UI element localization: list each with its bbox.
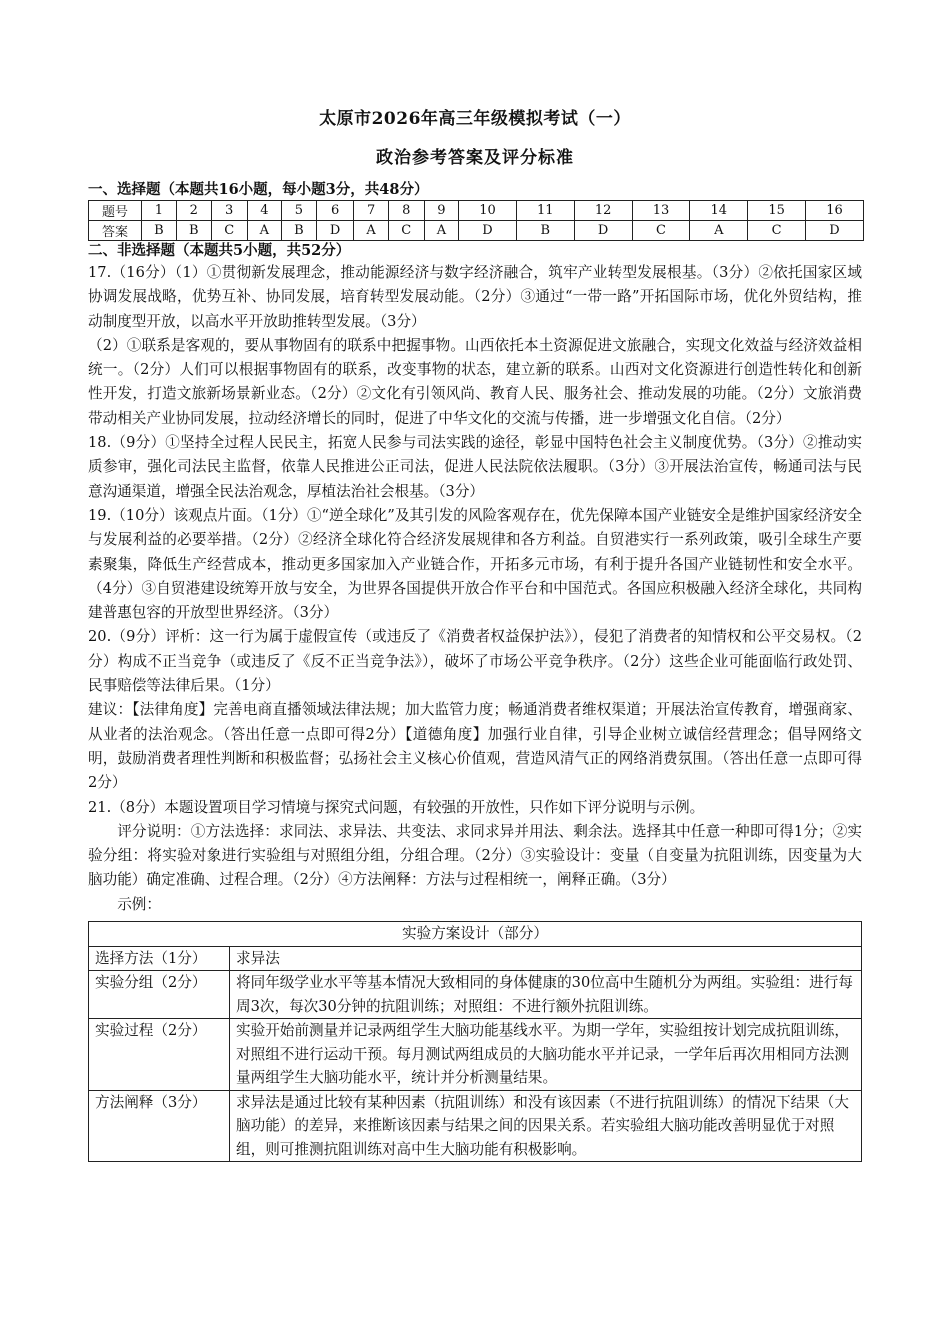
answer-cell: C <box>211 221 247 241</box>
question-number: 7 <box>354 201 388 221</box>
answer-cell: C <box>388 221 424 241</box>
question-20-evaluation: 20.（9分）评析：这一行为属于虚假宣传（或违反了《消费者权益保护法》），侵犯了消费者的知情权和公平交易权。（2分）构成不正当竞争（或违反了《反不正当竞争法》），破坏了市场公平竞争秩序。（2分）这些企业可能面临行政处罚、民事赔偿等法律后果。（1分） <box>88 628 862 695</box>
question-17-part-2: （2）①联系是客观的，要从事物固有的联系中把握事物。山西依托本土资源促进文旅融合，实现文化效益与经济效益相统一。（2分）人们可以根据事物固有的联系，改变事物的状态，建立新的联系。山西对文化资源进行创造性转化和创新性开发，打造文旅新场景新业态。（2分）②文化有引领风尚、教育人民、服务社会、推动发展的功能。（2分）文旅消费带动相关产业协同发展，拉动经济增长的同时，促进了中华文化的交流与传播，进一步增强文化自信。（2分） <box>88 336 862 427</box>
question-number: 1 <box>142 201 177 221</box>
row-label: 选择方法（1分） <box>89 946 230 971</box>
experiment-design-table <box>88 921 862 1162</box>
question-number: 11 <box>516 201 574 221</box>
row-content: 将同年级学业水平等基本情况大致相同的身体健康的30位高中生随机分为两组。实验组：进行每周3次，每次30分钟的抗阻训练；对照组：不进行额外抗阻训练。 <box>230 971 862 1019</box>
row-content: 求异法 <box>230 946 862 971</box>
row-label: 方法阐释（3分） <box>89 1090 230 1162</box>
answer-cell: B <box>281 221 316 241</box>
row-label: 题号 <box>89 201 142 221</box>
question-21-example-label: 示例： <box>117 895 161 913</box>
row-content: 求异法是通过比较有某种因素（抗阻训练）和没有该因素（不进行抗阻训练）的情况下结果（大脑功能）的差异，来推断该因素与结果之间的因果关系。若实验组大脑功能改善明显优于对照组，则可推测抗阻训练对高中生大脑功能有积极影响。 <box>230 1090 862 1162</box>
section-2-heading: 二、非选择题（本题共5小题，共52分） <box>88 242 351 259</box>
question-number: 4 <box>247 201 281 221</box>
question-number: 6 <box>316 201 354 221</box>
answer-key-table <box>88 200 864 241</box>
table-row <box>89 1090 862 1162</box>
question-20-suggestion: 建议：【法律角度】完善电商直播领域法律法规；加大监管力度；畅通消费者维权渠道；开展法治宣传教育，增强商家、从业者的法治观念。（答出任意一点即可得2分）【道德角度】加强行业自律，引导企业树立诚信经营理念；倡导网络文明，鼓励消费者理性判断和积极监督；弘扬社会主义核心价值观，营造风清气正的网络消费氛围。（答出任意一点即可得2分） <box>88 701 862 792</box>
row-label: 答案 <box>89 221 142 241</box>
section-1-heading: 一、选择题（本题共16小题，每小题3分，共48分） <box>88 181 429 198</box>
answer-cell: A <box>247 221 281 241</box>
answer-cell: A <box>354 221 388 241</box>
question-17-part-1: 17.（16分）（1）①贯彻新发展理念，推动能源经济与数字经济融合，筑牢产业转型发展根基。（3分）②依托国家区域协调发展战略，优势互补、协同发展，培育转型发展动能。（2分）③通过“一带一路”开拓国际市场，优化外贸结构，推动制度型开放，以高水平开放助推转型发展。（3分） <box>88 264 862 330</box>
row-content: 实验开始前测量并记录两组学生大脑功能基线水平。为期一学年，实验组按计划完成抗阻训练，对照组不进行运动干预。每月测试两组成员的大脑功能水平并记录，一学年后再次用相同方法测量两组学生大脑功能水平，统计并分析测量结果。 <box>230 1019 862 1091</box>
answer-row <box>89 221 864 241</box>
question-number: 16 <box>806 201 864 221</box>
table-caption: 实验方案设计（部分） <box>89 922 862 947</box>
answer-document <box>88 100 862 1162</box>
row-label: 实验过程（2分） <box>89 1019 230 1091</box>
row-label: 实验分组（2分） <box>89 971 230 1019</box>
answer-cell: D <box>806 221 864 241</box>
question-21-scoring: 评分说明：①方法选择：求同法、求异法、共变法、求同求异并用法、剩余法。选择其中任意一种即可得1分；②实验分组：将实验对象进行实验组与对照组分组，分组合理。（2分）③实验设计：变量（自变量为抗阻训练，因变量为大脑功能）确定准确、过程合理。（2分）④方法阐释：方法与过程相统一，阐释正确。（3分） <box>88 822 862 889</box>
answer-cell: D <box>574 221 632 241</box>
question-21-intro: 21.（8分）本题设置项目学习情境与探究式问题，有较强的开放性，只作如下评分说明与示例。 <box>88 798 705 816</box>
question-number: 2 <box>176 201 211 221</box>
question-number: 15 <box>748 201 806 221</box>
answer-cell: B <box>516 221 574 241</box>
question-number: 14 <box>690 201 748 221</box>
answer-cell: A <box>690 221 748 241</box>
question-number: 10 <box>459 201 517 221</box>
question-18: 18.（9分）①坚持全过程人民民主，拓宽人民参与司法实践的途径，彰显中国特色社会主义制度优势。（3分）②推动实质参审，强化司法民主监督，依靠人民推进公正司法，促进人民法院依法履职。（3分）③开展法治宣传，畅通司法与民意沟通渠道，增强全民法治观念，厚植法治社会根基。（3分） <box>88 434 862 500</box>
answer-cell: C <box>632 221 690 241</box>
answer-cell: D <box>459 221 517 241</box>
question-number: 3 <box>211 201 247 221</box>
document-title: 太原市2026年高三年级模拟考试（一） <box>319 109 631 129</box>
question-number-row <box>89 201 864 221</box>
answer-cell: C <box>748 221 806 241</box>
question-number: 13 <box>632 201 690 221</box>
question-number: 5 <box>281 201 316 221</box>
document-subtitle: 政治参考答案及评分标准 <box>376 148 574 168</box>
table-caption-row <box>89 922 862 947</box>
table-row <box>89 1019 862 1091</box>
question-number: 9 <box>424 201 458 221</box>
answer-cell: B <box>142 221 177 241</box>
table-row <box>89 971 862 1019</box>
question-number: 8 <box>388 201 424 221</box>
question-number: 12 <box>574 201 632 221</box>
answer-cell: A <box>424 221 458 241</box>
answer-cell: D <box>316 221 354 241</box>
answer-cell: B <box>176 221 211 241</box>
table-row <box>89 946 862 971</box>
question-19: 19.（10分）该观点片面。（1分）①“逆全球化”及其引发的风险客观存在，优先保障本国产业链安全是维护国家经济安全与发展利益的必要举措。（2分）②经济全球化符合经济发展规律和各方利益。自贸港实行一系列政策，吸引全球生产要素聚集，降低生产经营成本，推动更多国家加入产业链合作，开拓多元市场，有利于提升各国产业链韧性和安全水平。（4分）③自贸港建设统筹开放与安全，为世界各国提供开放合作平台和中国范式。各国应积极融入经济全球化，共同构建普惠包容的开放型世界经济。（3分） <box>88 506 862 622</box>
